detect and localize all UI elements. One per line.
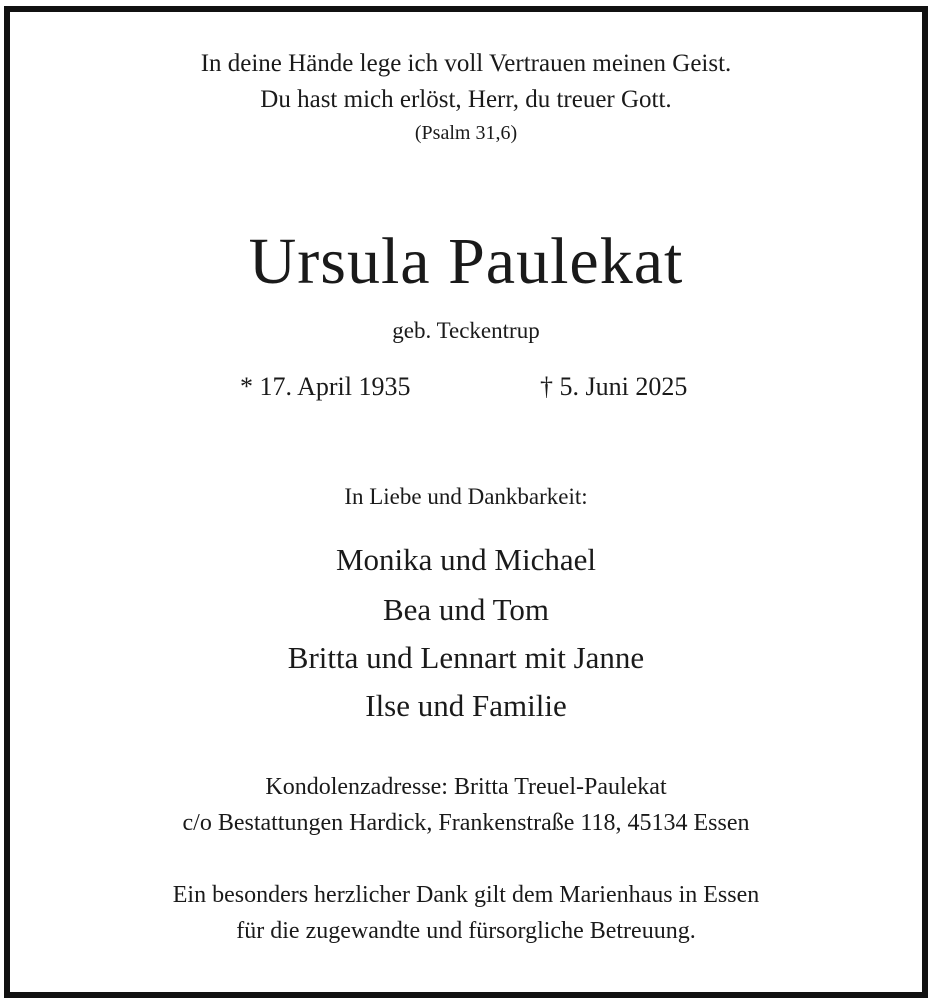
verse-source: (Psalm 31,6) — [414, 122, 518, 144]
mourner-name: Monika und Michael — [335, 542, 596, 577]
death-date: † 5. Juni 2025 — [540, 372, 688, 401]
thanks-line-1: Ein besonders herzlicher Dank gilt dem Marienhaus in Essen — [172, 882, 760, 908]
mourner-name: Bea und Tom — [382, 592, 550, 627]
deceased-name: Ursula Paulekat — [248, 225, 684, 298]
maiden-name: geb. Teckentrup — [392, 318, 540, 343]
condolence-address-line-2: c/o Bestattungen Hardick, Frankenstraße 118, 45134 Essen — [182, 810, 750, 836]
birth-date: * 17. April 1935 — [240, 372, 411, 401]
condolence-address-line-1: Kondolenzadresse: Britta Treuel-Paulekat — [265, 774, 667, 800]
verse-line-2: Du hast mich erlöst, Herr, du treuer Gott. — [260, 86, 672, 113]
thanks-line-2: für die zugewandte und fürsorgliche Betreuung. — [236, 918, 696, 944]
obituary-notice — [4, 6, 928, 998]
mourner-name: Britta und Lennart mit Janne — [287, 640, 645, 675]
verse-line-1: In deine Hände lege ich voll Vertrauen meinen Geist. — [200, 50, 732, 77]
mourners-intro: In Liebe und Dankbarkeit: — [344, 484, 588, 509]
mourner-name: Ilse und Familie — [365, 688, 567, 723]
